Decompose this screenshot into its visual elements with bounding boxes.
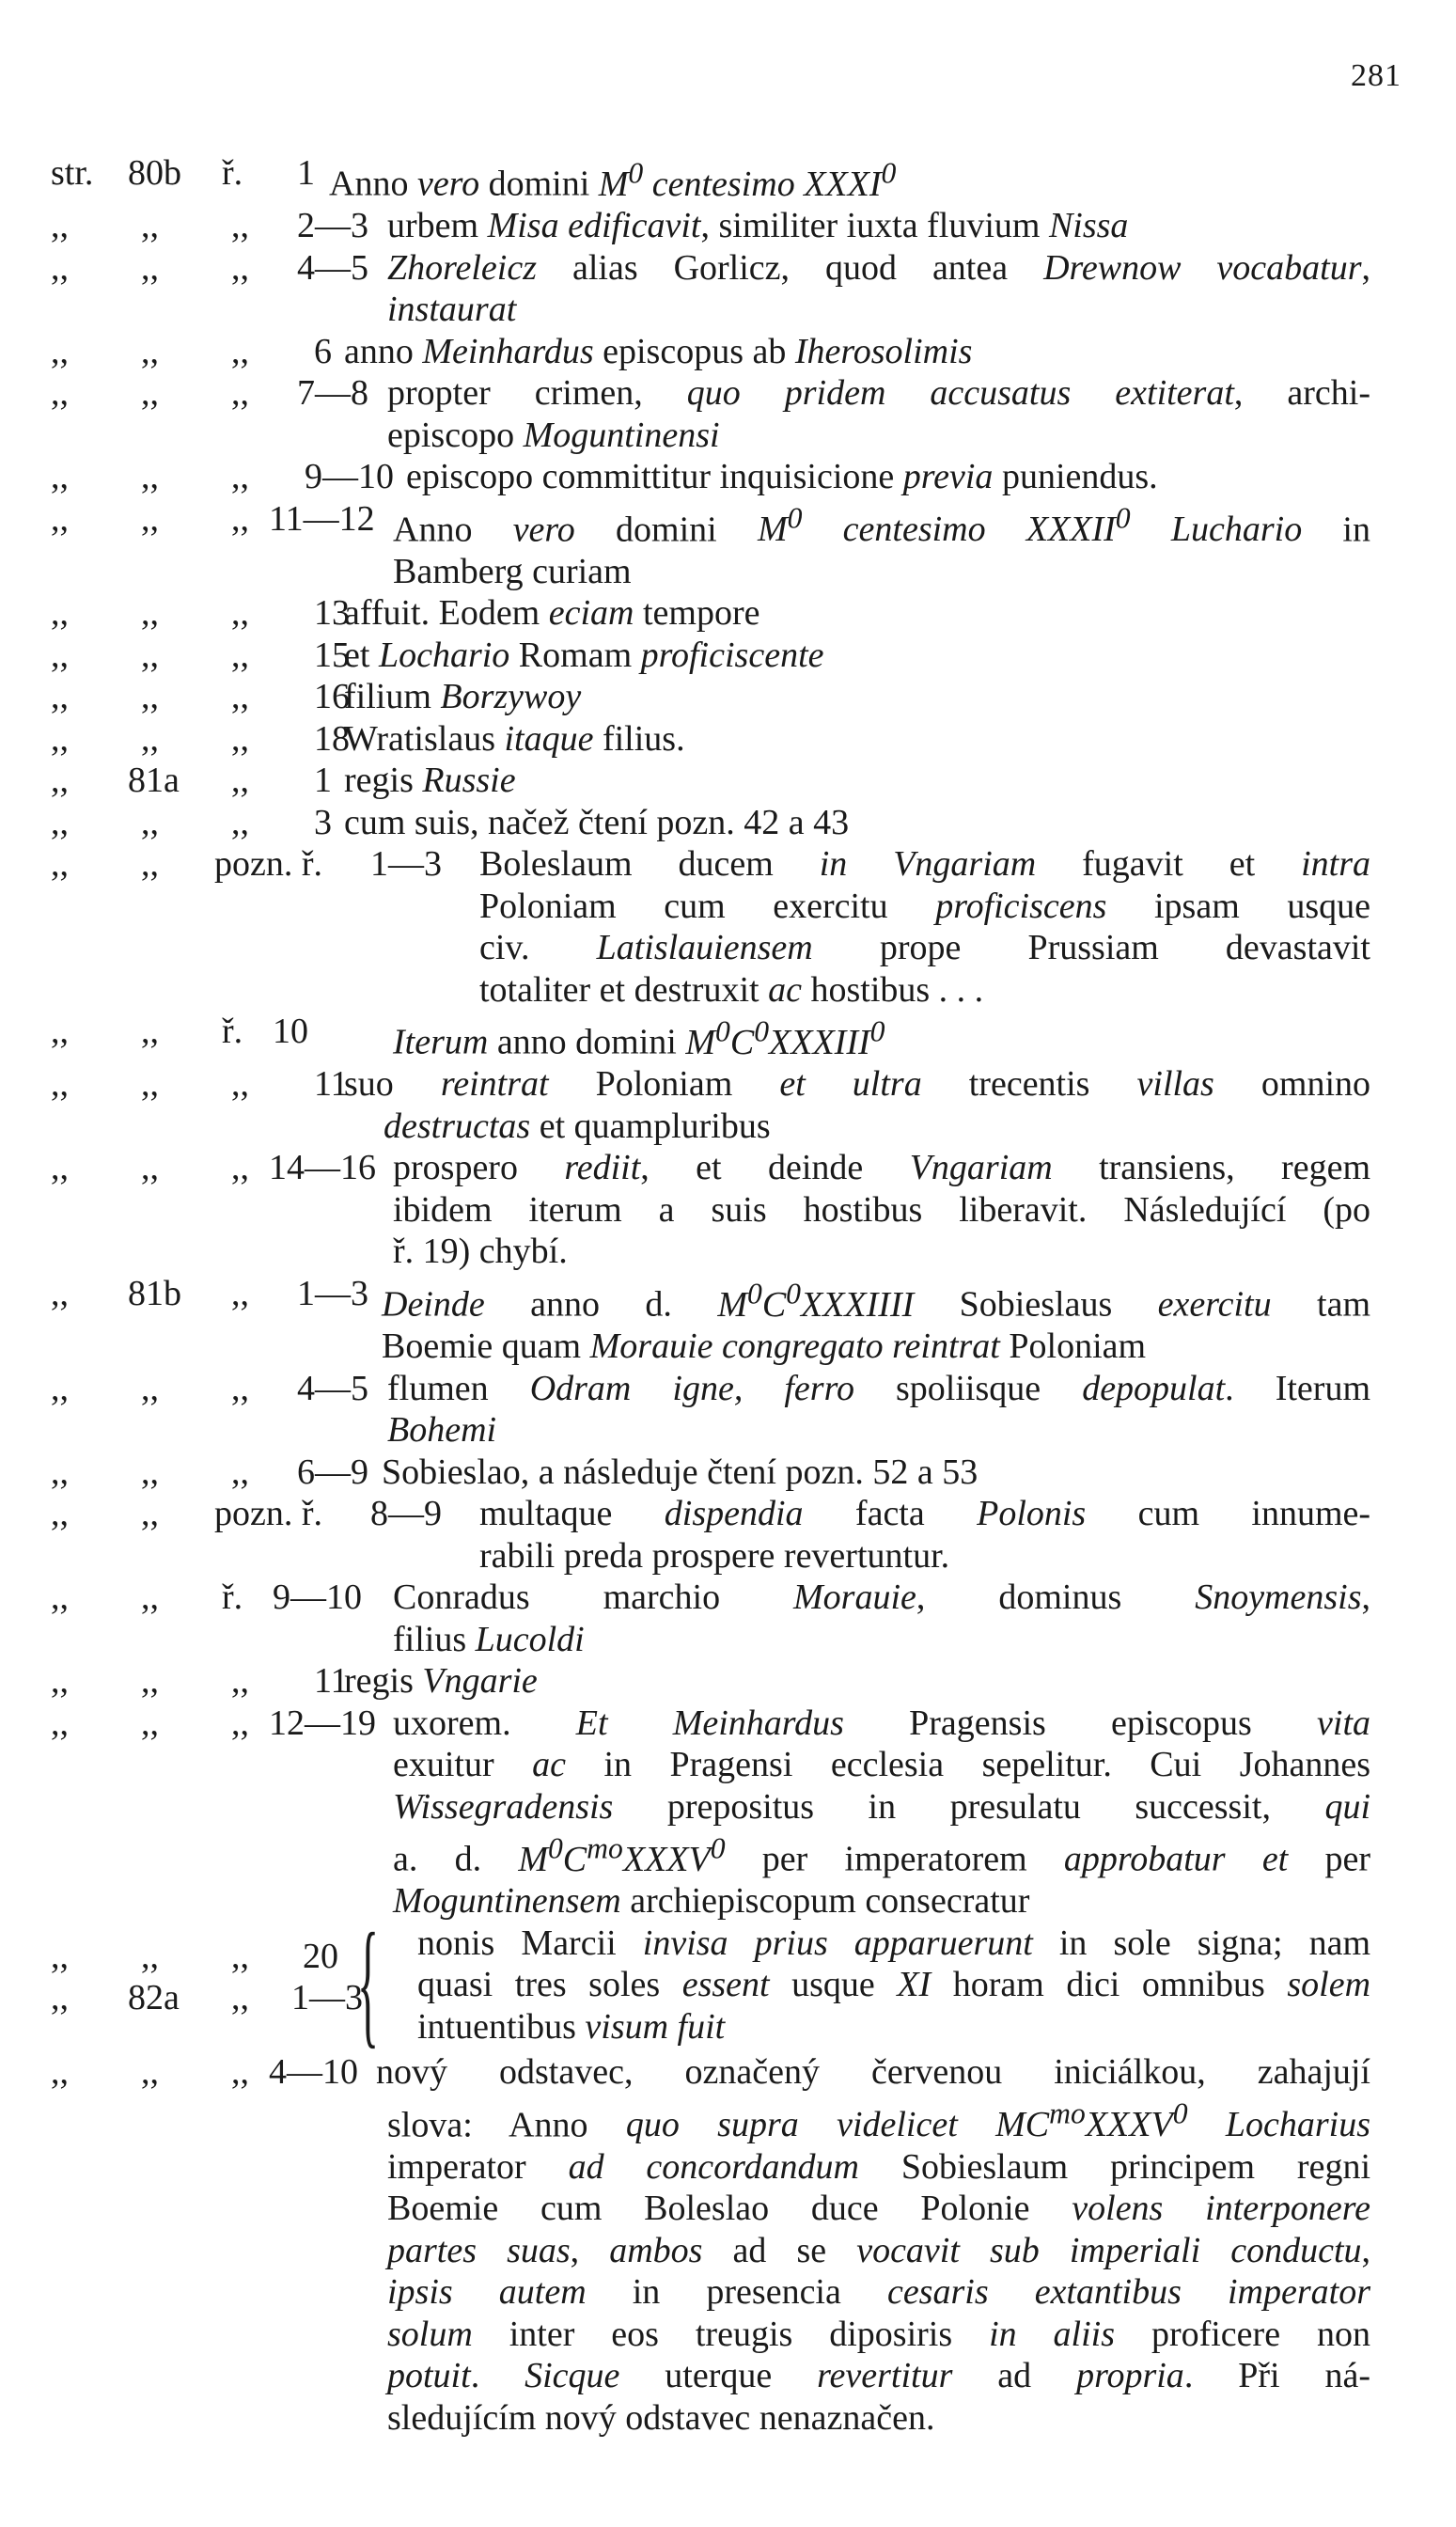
entry-text [344, 718, 1404, 761]
entry-text [344, 592, 1404, 635]
bracket-text-line: nonis Marcii invisa prius apparuerunt in sole signa; nam [417, 1923, 1371, 1963]
entry-location [51, 372, 387, 415]
entry-line-label: ,, [231, 1661, 249, 1702]
entry-folio: ,, [141, 1494, 159, 1534]
entry-folio: ,, [141, 1148, 159, 1188]
entry-folio: ,, [141, 844, 159, 885]
entry [51, 456, 1404, 498]
entry [51, 372, 1404, 456]
entry-str: ,, [51, 1064, 69, 1105]
entry-text-line: Wissegradensis prepositus in presulatu successit, qui [393, 1786, 1370, 1827]
entry-text-line: Conradus marchio Morauie, dominus Snoymensis, [393, 1577, 1370, 1618]
entry-line-label: ,, [231, 1977, 249, 2017]
entry-text-line: a. d. $M^0C^{mo}XXXV^0$ per imperatorem approbatur et per [393, 1831, 1370, 1879]
entry-text [387, 1368, 1404, 1452]
entry-text-line: Anno vero domini $M^0$ centesimo XXXI$^0$ [329, 156, 897, 204]
entry-line-label: ,, [231, 1148, 249, 1188]
entry-folio: 81a [128, 761, 180, 801]
entry-text-line: prospero rediit, et deinde Vngariam transiens, regem [393, 1148, 1370, 1188]
entry [51, 760, 1404, 802]
entry-line-number: 1—3 [370, 844, 442, 885]
entry-folio: ,, [141, 1936, 159, 1976]
entry-text-line: Anno vero domini $M^0$ centesimo XXXII$^0$ Luchario in [393, 501, 1370, 550]
entry-line-number: 1 [314, 761, 332, 801]
entry-str: ,, [51, 1368, 69, 1408]
entry-text-line: partes suas, ambos ad se vocavit sub imperiali conductu, [387, 2230, 1371, 2270]
entry-text-line: cum suis, načež čtení pozn. 42 a 43 [344, 802, 850, 842]
entry-str: ,, [51, 1661, 69, 1702]
page-number: 281 [1351, 58, 1401, 93]
entry-line-number: 2—3 [297, 206, 368, 246]
entry-str: ,, [51, 373, 69, 414]
entry-str: ,, [51, 593, 69, 634]
entry-location [51, 1368, 387, 1410]
entry-text [329, 152, 1404, 205]
entry-text-line: rabili preda prospere revertuntur. [479, 1535, 950, 1576]
entry [51, 2051, 1404, 2439]
entry-line-number: 14—16 [269, 1148, 376, 1188]
entry-text [393, 498, 1404, 593]
entry-line-label: pozn. ř. [214, 844, 323, 885]
entry-text-line: anno Meinhardus episcopus ab Iherosolimis [344, 331, 973, 371]
entries-list [51, 152, 1404, 2439]
entry [51, 676, 1404, 718]
entry-text-line: filium Borzywoy [344, 677, 582, 717]
entry-text-line: imperator ad concordandum Sobieslaum principem regni [387, 2146, 1370, 2187]
entry-folio: ,, [141, 1064, 159, 1105]
entry-text-line: nový odstavec, označený červenou iniciálkou, zahajují [376, 2052, 1370, 2093]
entry-text [393, 1703, 1404, 1923]
entry-text [344, 802, 1404, 844]
entry-text-line: regis Russie [344, 761, 516, 801]
entry-text-line: regis Vngarie [344, 1661, 538, 1702]
entry [51, 1063, 1404, 1147]
entry-line-label: ,, [231, 1936, 249, 1976]
entry-location [51, 802, 344, 844]
entry-text [406, 456, 1404, 498]
entry-text-line: ibidem iterum a suis hostibus liberavit. Následující (po [393, 1189, 1370, 1230]
entry-line-number: 1—3 [291, 1977, 363, 2017]
entry-folio: ,, [141, 677, 159, 717]
entry [51, 1493, 1404, 1577]
entry-folio: ,, [141, 1661, 159, 1702]
entry-line-label: ,, [231, 1452, 249, 1492]
entry-line-number: 7—8 [297, 373, 368, 414]
entry-str: ,, [51, 2052, 69, 2093]
entry-location [51, 1011, 393, 1053]
entry-text [344, 635, 1404, 677]
entry-line-number: 8—9 [370, 1494, 442, 1534]
entry-folio: ,, [141, 2052, 159, 2093]
entry [51, 1273, 1404, 1368]
entry-text-line: ř. 19) chybí. [393, 1232, 568, 1272]
entry-str: ,, [51, 1936, 69, 1976]
entry-line-number: 9—10 [305, 457, 394, 497]
entry [51, 843, 1404, 1011]
entry-folio: ,, [141, 331, 159, 371]
entry-str: ,, [51, 1577, 69, 1618]
entry-location [51, 456, 406, 498]
entry-text [479, 1493, 1404, 1577]
entry-location [51, 1452, 382, 1494]
entry-location [51, 843, 479, 886]
entry [51, 718, 1404, 761]
entry-folio: ,, [141, 498, 159, 539]
entry-text-line: Zhoreleicz alias Gorlicz, quod antea Drewnow vocabatur, [387, 247, 1370, 288]
entry-line-label: ,, [231, 457, 249, 497]
entry-line-number: 6 [314, 331, 332, 371]
bracket-locations [51, 1904, 427, 2061]
entry-text-line: flumen Odram igne, ferro spoliisque depopulat. Iterum [387, 1368, 1371, 1408]
entry-location [51, 1493, 479, 1535]
entry-str: ,, [51, 677, 69, 717]
entry-folio: ,, [141, 718, 159, 759]
bracket-text-line: intuentibus visum fuit [417, 2006, 726, 2047]
entry-location [51, 2051, 376, 2094]
entry-line-number: 11 [314, 1064, 349, 1105]
entry-str: ,, [51, 761, 69, 801]
entry-text-line: Boleslaum ducem in Vngariam fugavit et intra [479, 844, 1370, 885]
entry-text-line: instaurat [387, 290, 517, 330]
entry-text-line: sledujícím nový odstavec nenaznačen. [387, 2397, 935, 2438]
entry-line-number: 20 [303, 1936, 338, 1976]
entry-location [51, 592, 350, 635]
entry-folio: ,, [141, 635, 159, 675]
entry-folio: ,, [141, 1577, 159, 1618]
entry-text-line: Boemie quam Morauie congregato reintrat Poloniam [382, 1326, 1147, 1367]
entry-text [393, 1577, 1404, 1660]
bracket-entry [51, 1904, 1404, 2061]
entry-folio: 80b [128, 153, 181, 193]
entry-line-number: 9—10 [273, 1577, 362, 1618]
entry-text [344, 1660, 1404, 1703]
entry-text-line: episcopo Moguntinensi [387, 415, 720, 455]
entry-text-line: uxorem. Et Meinhardus Pragensis episcopus vita [393, 1703, 1371, 1743]
entry-text-line: Sobieslao, a následuje čtení pozn. 52 a 53 [382, 1452, 978, 1492]
entry-str: ,, [51, 206, 69, 246]
entry-line-label: ř. [222, 153, 243, 193]
entry-str: ,, [51, 1012, 69, 1052]
entry-folio: ,, [141, 247, 159, 288]
entry-folio: ,, [141, 206, 159, 246]
entry-text-line: propter crimen, quo pridem accusatus extiterat, archi- [387, 373, 1371, 414]
entry-line-number: 1 [297, 153, 315, 193]
entry-line-label: ,, [231, 593, 249, 634]
entry-line-number: 3 [314, 802, 332, 842]
entry-line-number: 6—9 [297, 1452, 368, 1492]
bracket-text-line: quasi tres soles essent usque XI horam dici omnibus solem [417, 1965, 1371, 2005]
entry-str: ,, [51, 331, 69, 371]
entry-text-line: Moguntinensem archiepiscopum consecratur [393, 1881, 1030, 1922]
entry-text-line: urbem Misa edificavit, similiter iuxta fluvium Nissa [387, 206, 1129, 246]
entry-folio: ,, [141, 802, 159, 842]
entry-line-label: ,, [231, 373, 249, 414]
entry-location [51, 1703, 393, 1745]
entry [51, 592, 1404, 635]
entry [51, 205, 1404, 247]
entry-text-line: Iterum anno domini $M^0C^0XXXIII^0$ [393, 1014, 885, 1062]
entry-location [51, 205, 387, 247]
entry-line-label: ,, [231, 206, 249, 246]
entry-str: ,, [51, 718, 69, 759]
entry-location [51, 247, 387, 290]
entry-location [51, 498, 393, 541]
entry-text [393, 1011, 1404, 1063]
entry-line-number: 4—10 [269, 2052, 358, 2093]
entry-text-line: et Lochario Romam proficiscente [344, 635, 824, 675]
entry [51, 247, 1404, 331]
bracket-text [417, 1923, 1404, 2052]
entry-line-number: 11—12 [269, 498, 375, 539]
entry-text [387, 372, 1404, 456]
entry-line-label: ,, [231, 1703, 249, 1743]
entry-text [344, 331, 1404, 373]
entry-str: ,, [51, 247, 69, 288]
entry-text-line: Poloniam cum exercitu proficiscens ipsam usque [479, 886, 1370, 926]
entry-folio: ,, [141, 1703, 159, 1743]
entry-str: ,, [51, 844, 69, 885]
entry-str: str. [51, 153, 94, 193]
entry-text [382, 1273, 1404, 1368]
entry [51, 1368, 1404, 1452]
entry-line-number: 11 [314, 1661, 349, 1702]
entry [51, 498, 1404, 593]
entry [51, 1452, 1404, 1494]
entry-text-line: slova: Anno quo supra videlicet $MC^{mo}XXXV^0$ Locharius [387, 2096, 1370, 2145]
entry-location [51, 1147, 393, 1189]
entry-text-line: Bamberg curiam [393, 551, 632, 591]
entry-folio: ,, [141, 1452, 159, 1492]
entry-folio: ,, [141, 1012, 159, 1052]
entry-text-line: Deinde anno d. $M^0C^0XXXIIII$ Sobieslaus exercitu tam [382, 1276, 1370, 1325]
entry-line-label: ,, [231, 498, 249, 539]
entry-text-line: multaque dispendia facta Polonis cum innume- [479, 1494, 1371, 1534]
entry-line-label: ,, [231, 331, 249, 371]
entry-line-number: 15 [314, 635, 350, 675]
entry-folio: ,, [141, 373, 159, 414]
entry-text [479, 843, 1404, 1011]
entry-line-label: pozn. ř. [214, 1494, 323, 1534]
entry-text-line: ipsis autem in presencia cesaris extantibus imperator [387, 2272, 1370, 2313]
entry-location [51, 676, 350, 718]
entry-line-label: ,, [231, 635, 249, 675]
entry-folio: ,, [141, 1368, 159, 1408]
entry-text [382, 1452, 1404, 1494]
entry-text-line: destructas et quampluribus [384, 1106, 771, 1146]
entry-line-number: 10 [273, 1012, 308, 1052]
entry-line-number: 16 [314, 677, 350, 717]
entry-str: ,, [51, 635, 69, 675]
entry-text [344, 1063, 1404, 1147]
entry-text [344, 760, 1404, 802]
entry-text-line: totaliter et destruxit ac hostibus . . . [479, 969, 984, 1010]
entry [51, 1660, 1404, 1703]
entry-str: ,, [51, 1148, 69, 1188]
entry-text-line: civ. Latislauiensem prope Prussiam devastavit [479, 928, 1370, 968]
entry-line-label: ,, [231, 718, 249, 759]
entry-location [51, 1660, 349, 1703]
entry-folio: 82a [128, 1977, 180, 2017]
entry-folio: ,, [141, 457, 159, 497]
entry-str: ,, [51, 1703, 69, 1743]
entry [51, 802, 1404, 844]
entry [51, 152, 1404, 205]
entry-folio: ,, [141, 593, 159, 634]
entry [51, 1147, 1404, 1273]
entry [51, 331, 1404, 373]
entry [51, 635, 1404, 677]
entry [51, 1577, 1404, 1660]
entry-line-label: ,, [231, 1064, 249, 1105]
entry-text-line: exuitur ac in Pragensi ecclesia sepelitur. Cui Johannes [393, 1745, 1371, 1785]
entry-str: ,, [51, 1977, 69, 2017]
entry-str: ,, [51, 1273, 69, 1313]
entry-str: ,, [51, 457, 69, 497]
entry-text [344, 676, 1404, 718]
entry-text-line: solum inter eos treugis diposiris in aliis proficere non [387, 2314, 1370, 2354]
brace-glyph: { [357, 1904, 380, 2061]
entry-location [51, 331, 344, 373]
entry-text-line: potuit. Sicque uterque revertitur ad propria. Při ná- [387, 2356, 1370, 2396]
entry-str: ,, [51, 1452, 69, 1492]
entry-line-label: ,, [231, 761, 249, 801]
entry-text [393, 1147, 1404, 1273]
entry-text-line: episcopo committitur inquisicione previa puniendus. [406, 457, 1158, 497]
entry-line-label: ,, [231, 1273, 249, 1313]
entry-location [51, 1063, 349, 1106]
entry-location [51, 635, 350, 677]
entry-location [51, 1273, 382, 1315]
entry-str: ,, [51, 1494, 69, 1534]
entry-line-number: 1—3 [297, 1273, 368, 1313]
entry-location [51, 152, 329, 195]
entry-str: ,, [51, 802, 69, 842]
entry-text [376, 2051, 1404, 2439]
entry-line-number: 13 [314, 593, 350, 634]
entry-text [387, 247, 1404, 331]
entry-line-label: ,, [231, 802, 249, 842]
entry-line-number: 4—5 [297, 1368, 368, 1408]
entry-line-label: ř. [222, 1012, 243, 1052]
entry-location [51, 718, 350, 761]
entry-text-line: suo reintrat Poloniam et ultra trecentis villas omnino [344, 1064, 1371, 1105]
entry-line-label: ,, [231, 247, 249, 288]
entry-line-label: ,, [231, 2052, 249, 2093]
entry-text-line: Boemie cum Boleslao duce Polonie volens interponere [387, 2189, 1370, 2229]
entry-str: ,, [51, 498, 69, 539]
entry-line-label: ,, [231, 1368, 249, 1408]
entry-text-line: filius Lucoldi [393, 1619, 585, 1659]
entry-folio: 81b [128, 1273, 181, 1313]
entry-location [51, 760, 344, 802]
entry-text [387, 205, 1404, 247]
entry-text-line: Bohemi [387, 1410, 497, 1451]
entry-line-label: ,, [231, 677, 249, 717]
entry [51, 1703, 1404, 1923]
entry [51, 1011, 1404, 1063]
entry-line-label: ř. [222, 1577, 243, 1618]
entry-line-number: 18 [314, 718, 350, 759]
entry-line-number: 4—5 [297, 247, 368, 288]
entry-line-number: 12—19 [269, 1703, 376, 1743]
entry-text-line: affuit. Eodem eciam tempore [344, 593, 760, 634]
entry-text-line: Wratislaus itaque filius. [344, 718, 685, 759]
entry-location [51, 1577, 393, 1619]
